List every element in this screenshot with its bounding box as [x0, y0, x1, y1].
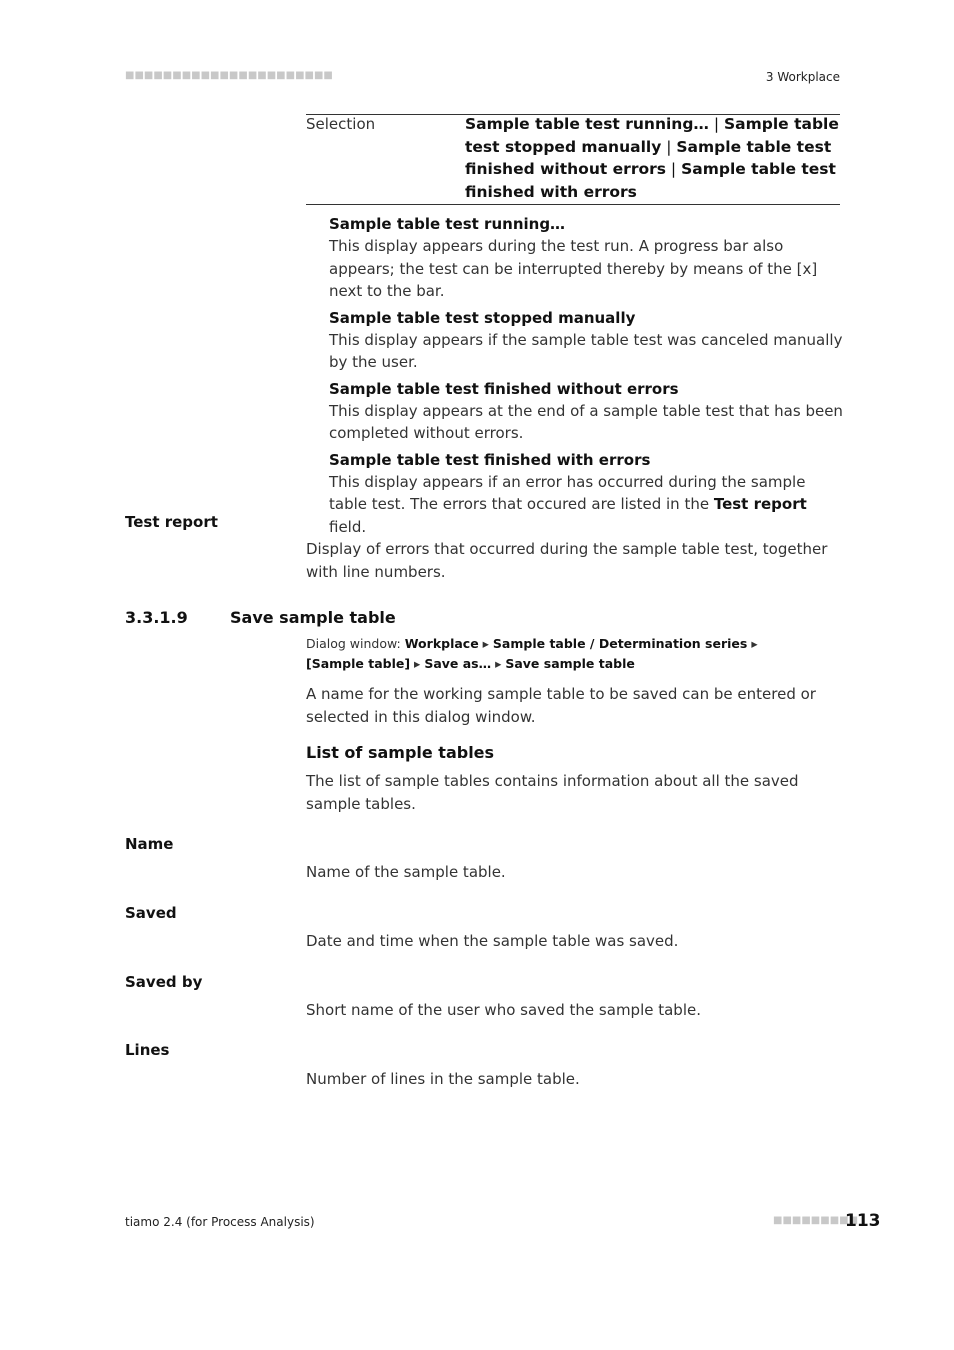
option-block	[329, 213, 844, 303]
option-text	[329, 471, 844, 539]
selection-option: Sample table test running…	[465, 115, 709, 133]
option-descriptions	[329, 213, 844, 538]
path-segment: Save sample table	[505, 656, 635, 671]
path-arrow-icon: ▸	[747, 636, 758, 651]
header-decoration: ■■■■■■■■■■■■■■■■■■■■■■	[125, 70, 333, 81]
field-label-saved-by: Saved by	[125, 973, 203, 991]
path-arrow-icon: ▸	[478, 636, 493, 651]
field-text-saved-by: Short name of the user who saved the sample table.	[306, 1001, 701, 1019]
table-bottom-rule	[306, 204, 840, 205]
option-block	[329, 449, 844, 539]
selection-values	[465, 113, 840, 203]
separator: |	[661, 137, 677, 156]
option-title: Sample table test finished without errors	[329, 379, 679, 398]
field-text-lines: Number of lines in the sample table.	[306, 1070, 580, 1088]
test-report-text: Display of errors that occurred during the sample table test, together with line numbers.	[306, 540, 828, 581]
subheading-text: The list of sample tables contains information about all the saved sample tables.	[306, 772, 799, 813]
page-number: 113	[845, 1211, 881, 1231]
path-segment: Workplace	[404, 636, 479, 651]
option-title: Sample table test finished with errors	[329, 450, 651, 469]
test-report-label: Test report	[125, 513, 218, 531]
footer-product: tiamo 2.4 (for Process Analysis)	[125, 1215, 315, 1229]
dialog-prefix: Dialog window:	[306, 636, 405, 651]
selection-label: Selection	[306, 115, 376, 133]
selection-option: Sample table test stopped manually	[465, 115, 839, 156]
path-segment: Sample table / Determination series	[492, 636, 748, 651]
selection-option: Sample table test finished without errors	[465, 137, 832, 178]
subheading: List of sample tables	[306, 743, 495, 762]
option-text: This display appears at the end of a sample table test that has been completed without errors.	[329, 401, 843, 442]
field-text-name: Name of the sample table.	[306, 863, 506, 881]
path-arrow-icon: ▸	[410, 656, 425, 671]
section-number: 3.3.1.9	[125, 608, 188, 627]
section-title: Save sample table	[230, 608, 396, 627]
separator: |	[666, 160, 682, 178]
dialog-path	[306, 634, 816, 674]
field-label-name: Name	[125, 835, 174, 853]
option-text: This display appears if the sample table test was canceled manually by the user.	[329, 330, 843, 371]
option-title: Sample table test stopped manually	[329, 308, 636, 327]
footer-decoration: ■■■■■■■■■	[773, 1215, 859, 1226]
section-intro: A name for the working sample table to be saved can be entered or selected in this dialog window.	[306, 685, 816, 726]
selection-option: Sample table test finished with errors	[465, 160, 836, 201]
option-block	[329, 307, 844, 374]
chapter-title: 3 Workplace	[765, 70, 840, 84]
separator: |	[708, 115, 724, 133]
path-arrow-icon: ▸	[491, 656, 506, 671]
field-label-saved: Saved	[125, 904, 177, 922]
field-reference: Test report	[713, 495, 807, 513]
field-label-lines: Lines	[125, 1041, 170, 1059]
option-title: Sample table test running…	[329, 215, 566, 233]
field-text-saved: Date and time when the sample table was saved.	[306, 932, 679, 950]
path-segment: Save as…	[424, 656, 492, 671]
text-span: field.	[329, 517, 367, 536]
option-text: This display appears during the test run. A progress bar also appears; the test can be interrupted thereby by means of the [x] next to the bar.	[329, 237, 818, 300]
text-span: This display appears if an error has occurred during the sample table test. The errors that occured are listed in the	[329, 472, 806, 513]
path-segment: [Sample table]	[306, 656, 411, 671]
option-block	[329, 378, 844, 445]
